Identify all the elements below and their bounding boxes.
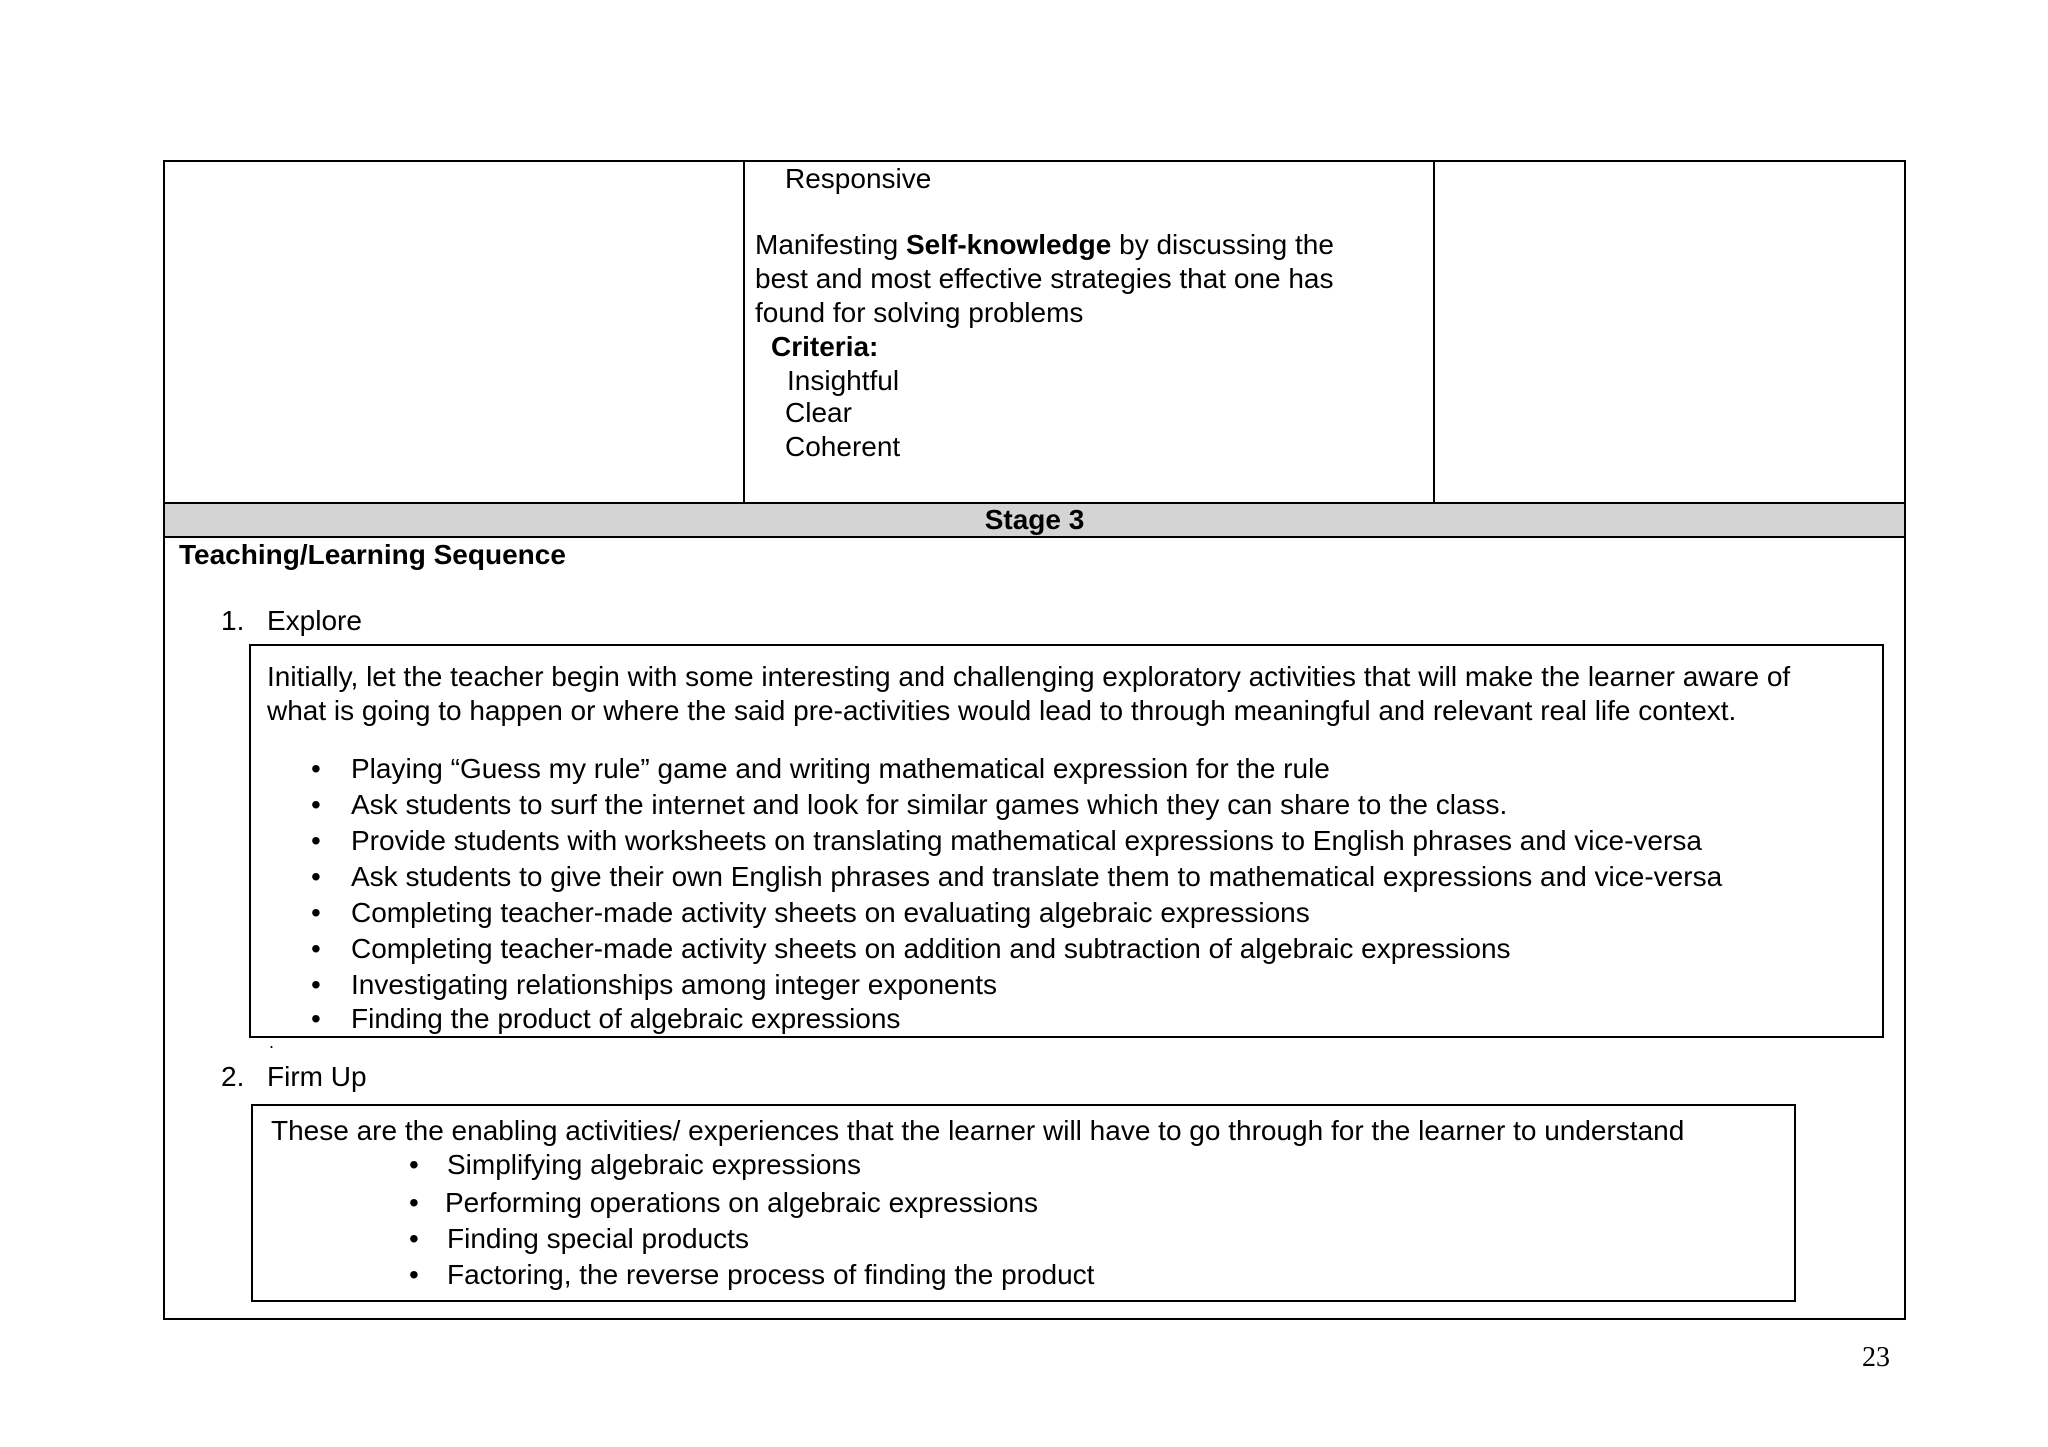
list-item-text: Finding special products [447, 1223, 749, 1254]
firm-up-heading: Firm Up [267, 1061, 367, 1092]
bullet-icon: • [311, 753, 321, 784]
list-item-text: Ask students to surf the internet and look for similar games which they can share to the class. [351, 789, 1508, 820]
list-item-text: Completing teacher-made activity sheets on evaluating algebraic expressions [351, 897, 1310, 928]
column-divider-2 [1433, 162, 1435, 502]
responsive-text: Responsive [785, 163, 932, 194]
list-item-text: Performing operations on algebraic expressions [445, 1187, 1038, 1218]
criteria-item: Coherent [785, 431, 901, 462]
page-number: 23 [1862, 1342, 1890, 1373]
explore-box [249, 644, 1884, 1038]
self-knowledge-term: Self-knowledge [905, 229, 1112, 260]
lesson-table [163, 160, 1906, 1320]
bullet-icon: • [311, 969, 321, 1000]
column-divider-1 [743, 162, 745, 502]
list-item-text: Finding the product of algebraic expressions [351, 1003, 901, 1034]
bullet-icon: • [311, 789, 321, 820]
firm-up-box [251, 1104, 1796, 1302]
bullet-icon: • [409, 1223, 419, 1254]
bullet-icon: • [409, 1259, 419, 1290]
list-item-text: Completing teacher-made activity sheets on addition and subtraction of algebraic expressions [351, 933, 1511, 964]
criteria-item: Insightful [787, 365, 900, 396]
bullet-icon: • [311, 933, 321, 964]
explore-number: 1. [221, 605, 245, 636]
strategies-line: best and most effective strategies that one has [755, 263, 1334, 294]
list-item-text: Ask students to give their own English phrases and translate them to mathematical expressions and vice-versa [351, 861, 1723, 892]
manifesting-suffix: by discussing the [1111, 229, 1334, 260]
stage-header: Stage 3 [165, 502, 1904, 538]
list-item-text: Investigating relationships among integer exponents [351, 969, 997, 1000]
explore-intro-line2: what is going to happen or where the said pre-activities would lead to through meaningful and relevant real life context. [267, 695, 1737, 726]
criteria-item: Clear [785, 397, 852, 428]
firm-up-intro: These are the enabling activities/ experiences that the learner will have to go through for the learner to understand [271, 1115, 1685, 1146]
manifesting-prefix: Manifesting [755, 229, 906, 260]
list-item-text: Simplifying algebraic expressions [447, 1149, 861, 1180]
explore-heading: Explore [267, 605, 362, 636]
list-item-text: Playing “Guess my rule” game and writing mathematical expression for the rule [351, 753, 1330, 784]
list-item-text: Factoring, the reverse process of finding the product [447, 1259, 1095, 1290]
bullet-icon: • [311, 861, 321, 892]
bullet-icon: • [409, 1149, 419, 1180]
problems-line: found for solving problems [755, 297, 1084, 328]
section-title: Teaching/Learning Sequence [179, 539, 566, 570]
list-item-text: Provide students with worksheets on translating mathematical expressions to English phrases and vice-versa [351, 825, 1702, 856]
bullet-icon: • [311, 825, 321, 856]
firm-up-number: 2. [221, 1061, 245, 1092]
bullet-icon: • [409, 1187, 419, 1218]
manifesting-line [755, 228, 1334, 262]
bullet-icon: • [311, 897, 321, 928]
bullet-icon: • [311, 1003, 321, 1034]
explore-intro-line1: Initially, let the teacher begin with some interesting and challenging exploratory activities that will make the learner aware of [267, 661, 1791, 692]
stray-mark: . [269, 1032, 275, 1052]
criteria-label: Criteria: [771, 331, 879, 362]
